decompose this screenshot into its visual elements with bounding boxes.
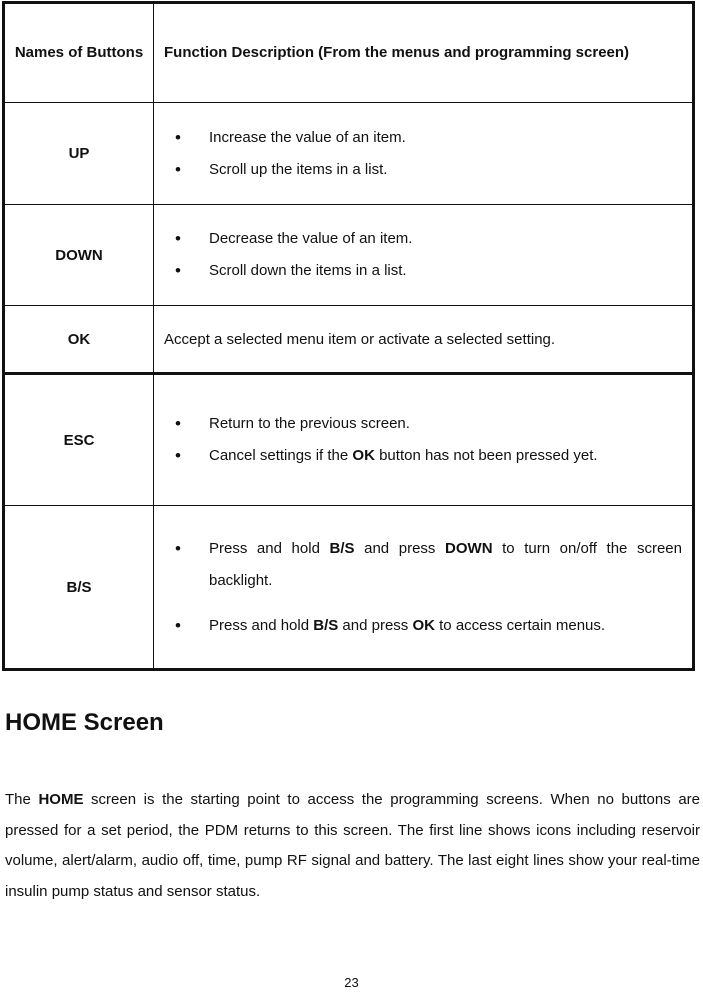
list-item: • Increase the value of an item.: [164, 122, 682, 154]
list-item: • Decrease the value of an item.: [164, 223, 682, 255]
function-bs: [154, 506, 694, 670]
header-button-names: Names of Buttons: [4, 3, 154, 103]
button-name-ok: OK: [4, 306, 154, 374]
table-row-ok: [4, 306, 694, 374]
table-row-up: [4, 103, 694, 205]
page-number: 23: [344, 975, 359, 990]
button-name-down: DOWN: [4, 205, 154, 306]
list-item: • Press and hold B/S and press OK to access certain menus.: [164, 610, 682, 642]
section-heading: HOME Screen: [5, 709, 164, 736]
list-item: • Return to the previous screen.: [164, 408, 682, 440]
list-item: • Press and hold B/S and press DOWN to turn on/off the screen backlight.: [164, 533, 682, 597]
table-header-row: [4, 3, 694, 103]
table-row-down: [4, 205, 694, 306]
list-item: • Scroll down the items in a list.: [164, 255, 682, 287]
button-name-up: UP: [4, 103, 154, 205]
function-down: [154, 205, 694, 306]
button-name-bs: B/S: [4, 506, 154, 670]
function-esc: [154, 374, 694, 506]
function-ok: Accept a selected menu item or activate a selected setting.: [154, 306, 694, 374]
function-up: [154, 103, 694, 205]
table-row-bs: [4, 506, 694, 670]
header-function-description: Function Description (From the menus and programming screen): [154, 3, 694, 103]
button-function-table: [2, 1, 695, 671]
table-row-esc: [4, 374, 694, 506]
body-paragraph: The HOME screen is the starting point to access the programming screens. When no buttons are pressed for a set period, the PDM returns to this screen. The first line shows icons including reservoir volume, alert/alarm, audio off, time, pump RF signal and battery. The last eight lines show your real-time insulin pump status and sensor status.: [5, 791, 701, 900]
list-item: • Cancel settings if the OK button has not been pressed yet.: [164, 440, 682, 472]
button-name-esc: ESC: [4, 374, 154, 506]
list-item: • Scroll up the items in a list.: [164, 154, 682, 186]
